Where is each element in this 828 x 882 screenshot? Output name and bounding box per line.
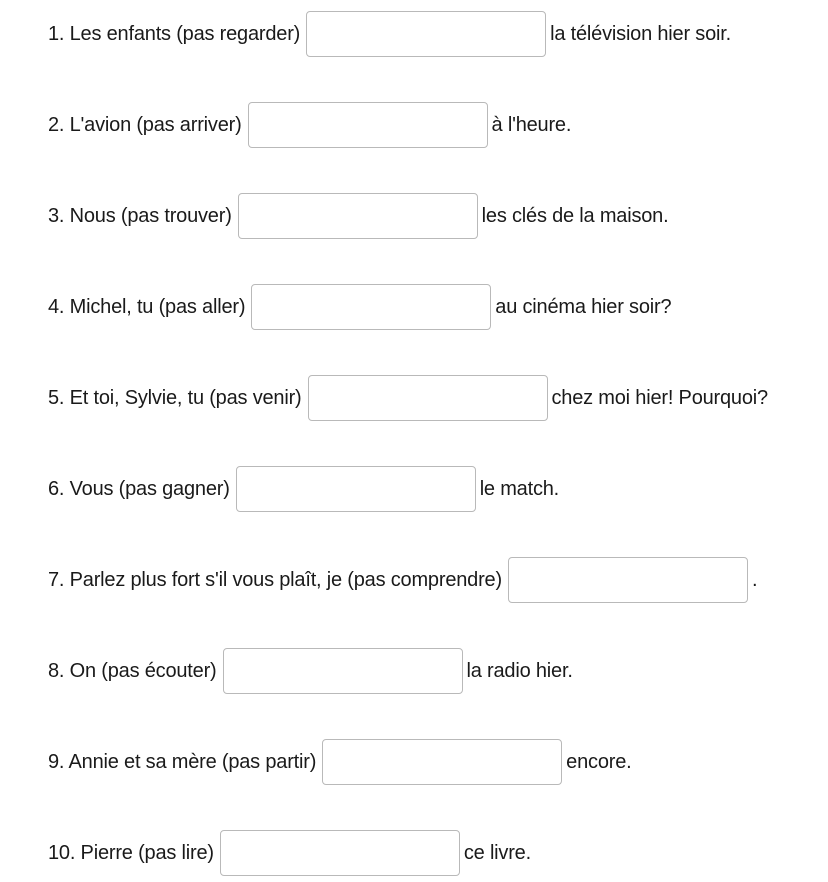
item-continuation: encore. — [566, 750, 632, 773]
exercise-item-9 — [48, 739, 631, 785]
item-continuation: la télévision hier soir. — [550, 22, 731, 45]
answer-input-5[interactable] — [308, 375, 548, 421]
answer-input-9[interactable] — [322, 739, 562, 785]
item-prompt: 6. Vous (pas gagner) — [48, 477, 230, 500]
answer-input-6[interactable] — [236, 466, 476, 512]
answer-input-4[interactable] — [251, 284, 491, 330]
item-prompt: 5. Et toi, Sylvie, tu (pas venir) — [48, 386, 302, 409]
item-prompt: 9. Annie et sa mère (pas partir) — [48, 750, 317, 773]
item-continuation: chez moi hier! Pourquoi? — [551, 386, 768, 409]
item-prompt: 8. On (pas écouter) — [48, 659, 217, 682]
item-prompt: 3. Nous (pas trouver) — [48, 204, 232, 227]
answer-input-8[interactable] — [223, 648, 463, 694]
exercise-item-3 — [48, 193, 668, 239]
exercise-item-1 — [48, 11, 731, 57]
item-continuation: les clés de la maison. — [481, 204, 669, 227]
item-prompt: 2. L'avion (pas arriver) — [48, 113, 242, 136]
item-prompt: 4. Michel, tu (pas aller) — [48, 295, 246, 318]
item-continuation: la radio hier. — [466, 659, 573, 682]
item-continuation: au cinéma hier soir? — [495, 295, 672, 318]
exercise-item-8 — [48, 648, 573, 694]
exercise-item-6 — [48, 466, 559, 512]
item-prompt: 1. Les enfants (pas regarder) — [48, 22, 301, 45]
exercise-item-4 — [48, 284, 671, 330]
exercise-item-10 — [48, 830, 531, 876]
answer-input-3[interactable] — [238, 193, 478, 239]
item-continuation: . — [751, 568, 758, 591]
exercise-item-2 — [48, 102, 571, 148]
answer-input-10[interactable] — [220, 830, 460, 876]
answer-input-2[interactable] — [248, 102, 488, 148]
item-continuation: à l'heure. — [491, 113, 572, 136]
item-continuation: ce livre. — [463, 841, 531, 864]
item-continuation: le match. — [479, 477, 560, 500]
item-prompt: 10. Pierre (pas lire) — [48, 841, 214, 864]
answer-input-1[interactable] — [306, 11, 546, 57]
answer-input-7[interactable] — [508, 557, 748, 603]
item-prompt: 7. Parlez plus fort s'il vous plaît, je (pas comprendre) — [48, 568, 502, 591]
exercise-item-7 — [48, 557, 757, 603]
exercise-item-5 — [48, 375, 768, 421]
